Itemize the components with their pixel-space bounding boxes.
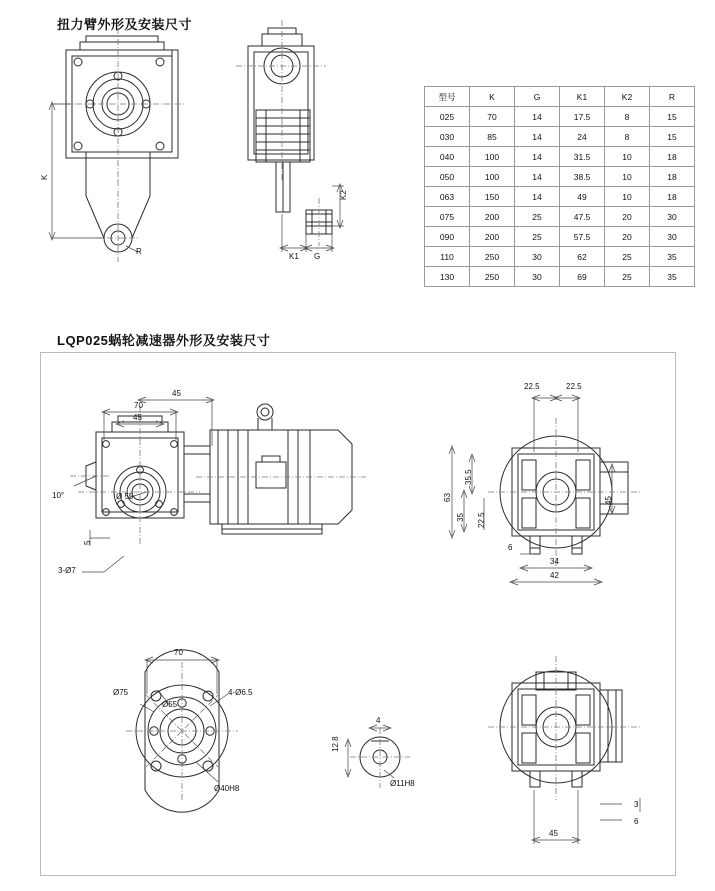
cell: 15 — [650, 107, 695, 127]
dim-label-225a: 22.5 — [524, 382, 540, 391]
cell: 075 — [425, 207, 470, 227]
cell: 100 — [470, 147, 515, 167]
cell: 250 — [470, 247, 515, 267]
cell: 49 — [560, 187, 605, 207]
cell: 18 — [650, 187, 695, 207]
dim-label-R: R — [136, 247, 142, 256]
cell: 030 — [425, 127, 470, 147]
dim-label-rear-6: 6 — [634, 817, 639, 826]
cell: 47.5 — [560, 207, 605, 227]
dim-label-flange-75: Ø75 — [113, 688, 129, 697]
cell: 14 — [515, 167, 560, 187]
cell: 70 — [470, 107, 515, 127]
cell: 14 — [515, 187, 560, 207]
cell: 25 — [605, 247, 650, 267]
cell: 050 — [425, 167, 470, 187]
dim-label-G: G — [314, 252, 321, 261]
cell: 25 — [605, 267, 650, 287]
dim-label-K2: K2 — [339, 190, 348, 200]
table-header-cell: R — [650, 87, 695, 107]
dim-label-rear-3: 3 — [634, 800, 639, 809]
cell: 17.5 — [560, 107, 605, 127]
dim-label-shaft-128: 12.8 — [331, 736, 340, 752]
dim-label-45-inner: 45 — [133, 413, 142, 422]
cell: 35 — [650, 267, 695, 287]
cell: 14 — [515, 107, 560, 127]
dim-label-45-right: 45 — [604, 496, 613, 505]
dim-label-225b: 22.5 — [566, 382, 582, 391]
cell: 30 — [650, 227, 695, 247]
dim-label-flange-bore: Ø40H8 — [214, 784, 240, 793]
cell: 85 — [470, 127, 515, 147]
cell: 150 — [470, 187, 515, 207]
section-title-torque-arm: 扭力臂外形及安装尺寸 — [57, 17, 193, 32]
cell: 110 — [425, 247, 470, 267]
cell: 10 — [605, 147, 650, 167]
cell: 20 — [605, 227, 650, 247]
table-header-cell: K2 — [605, 87, 650, 107]
dim-label-35: 35 — [456, 513, 465, 522]
dim-label-flange-70: 70 — [174, 648, 183, 657]
cell: 100 — [470, 167, 515, 187]
cell: 8 — [605, 127, 650, 147]
dim-label-rear-45: 45 — [549, 829, 558, 838]
cell: 200 — [470, 227, 515, 247]
cell: 30 — [515, 247, 560, 267]
dim-label-flange-55: Ø55 — [162, 700, 178, 709]
cell: 063 — [425, 187, 470, 207]
dim-label-K1: K1 — [289, 252, 299, 261]
dim-label-shaft-dia: Ø11H8 — [390, 779, 415, 788]
cell: 18 — [650, 147, 695, 167]
dim-label-6: 6 — [508, 543, 513, 552]
cell: 14 — [515, 127, 560, 147]
table-header-cell: G — [515, 87, 560, 107]
cell: 10 — [605, 167, 650, 187]
cell: 8 — [605, 107, 650, 127]
cell: 200 — [470, 207, 515, 227]
dim-label-5: 5 — [83, 540, 92, 545]
cell: 18 — [650, 167, 695, 187]
cell: 040 — [425, 147, 470, 167]
cell: 69 — [560, 267, 605, 287]
dim-label-34: 34 — [550, 557, 559, 566]
table-header-cell: K1 — [560, 87, 605, 107]
cell: 025 — [425, 107, 470, 127]
cell: 25 — [515, 207, 560, 227]
cell: 250 — [470, 267, 515, 287]
dim-label-K: K — [40, 174, 49, 180]
cell: 62 — [560, 247, 605, 267]
cell: 31.5 — [560, 147, 605, 167]
cell: 35 — [650, 247, 695, 267]
dim-label-355: 35.5 — [464, 469, 473, 485]
cell: 15 — [650, 127, 695, 147]
table-header-cell: K — [470, 87, 515, 107]
table-header-cell: 型号 — [425, 87, 470, 107]
cell: 25 — [515, 227, 560, 247]
dim-label-42: 42 — [550, 571, 559, 580]
dim-label-70: 70 — [134, 401, 143, 410]
dim-label-shaft-4: 4 — [376, 716, 381, 725]
cell: 14 — [515, 147, 560, 167]
cell: 24 — [560, 127, 605, 147]
cell: 38.5 — [560, 167, 605, 187]
dim-label-flange-holes: 4-Ø6.5 — [228, 688, 253, 697]
section-title-gearbox: LQP025蜗轮减速器外形及安装尺寸 — [57, 333, 271, 348]
cell: 30 — [650, 207, 695, 227]
cell: 57.5 — [560, 227, 605, 247]
cell: 130 — [425, 267, 470, 287]
cell: 10 — [605, 187, 650, 207]
dim-label-63: 63 — [443, 493, 452, 502]
dim-label-angle: 10° — [52, 491, 65, 500]
dim-label-bore55: Ø 55 — [116, 492, 134, 501]
cell: 090 — [425, 227, 470, 247]
dim-label-3-holes: 3-Ø7 — [58, 566, 76, 575]
cell: 30 — [515, 267, 560, 287]
dim-label-225c: 22.5 — [477, 512, 486, 528]
cell: 20 — [605, 207, 650, 227]
dim-label-45-top: 45 — [172, 389, 181, 398]
